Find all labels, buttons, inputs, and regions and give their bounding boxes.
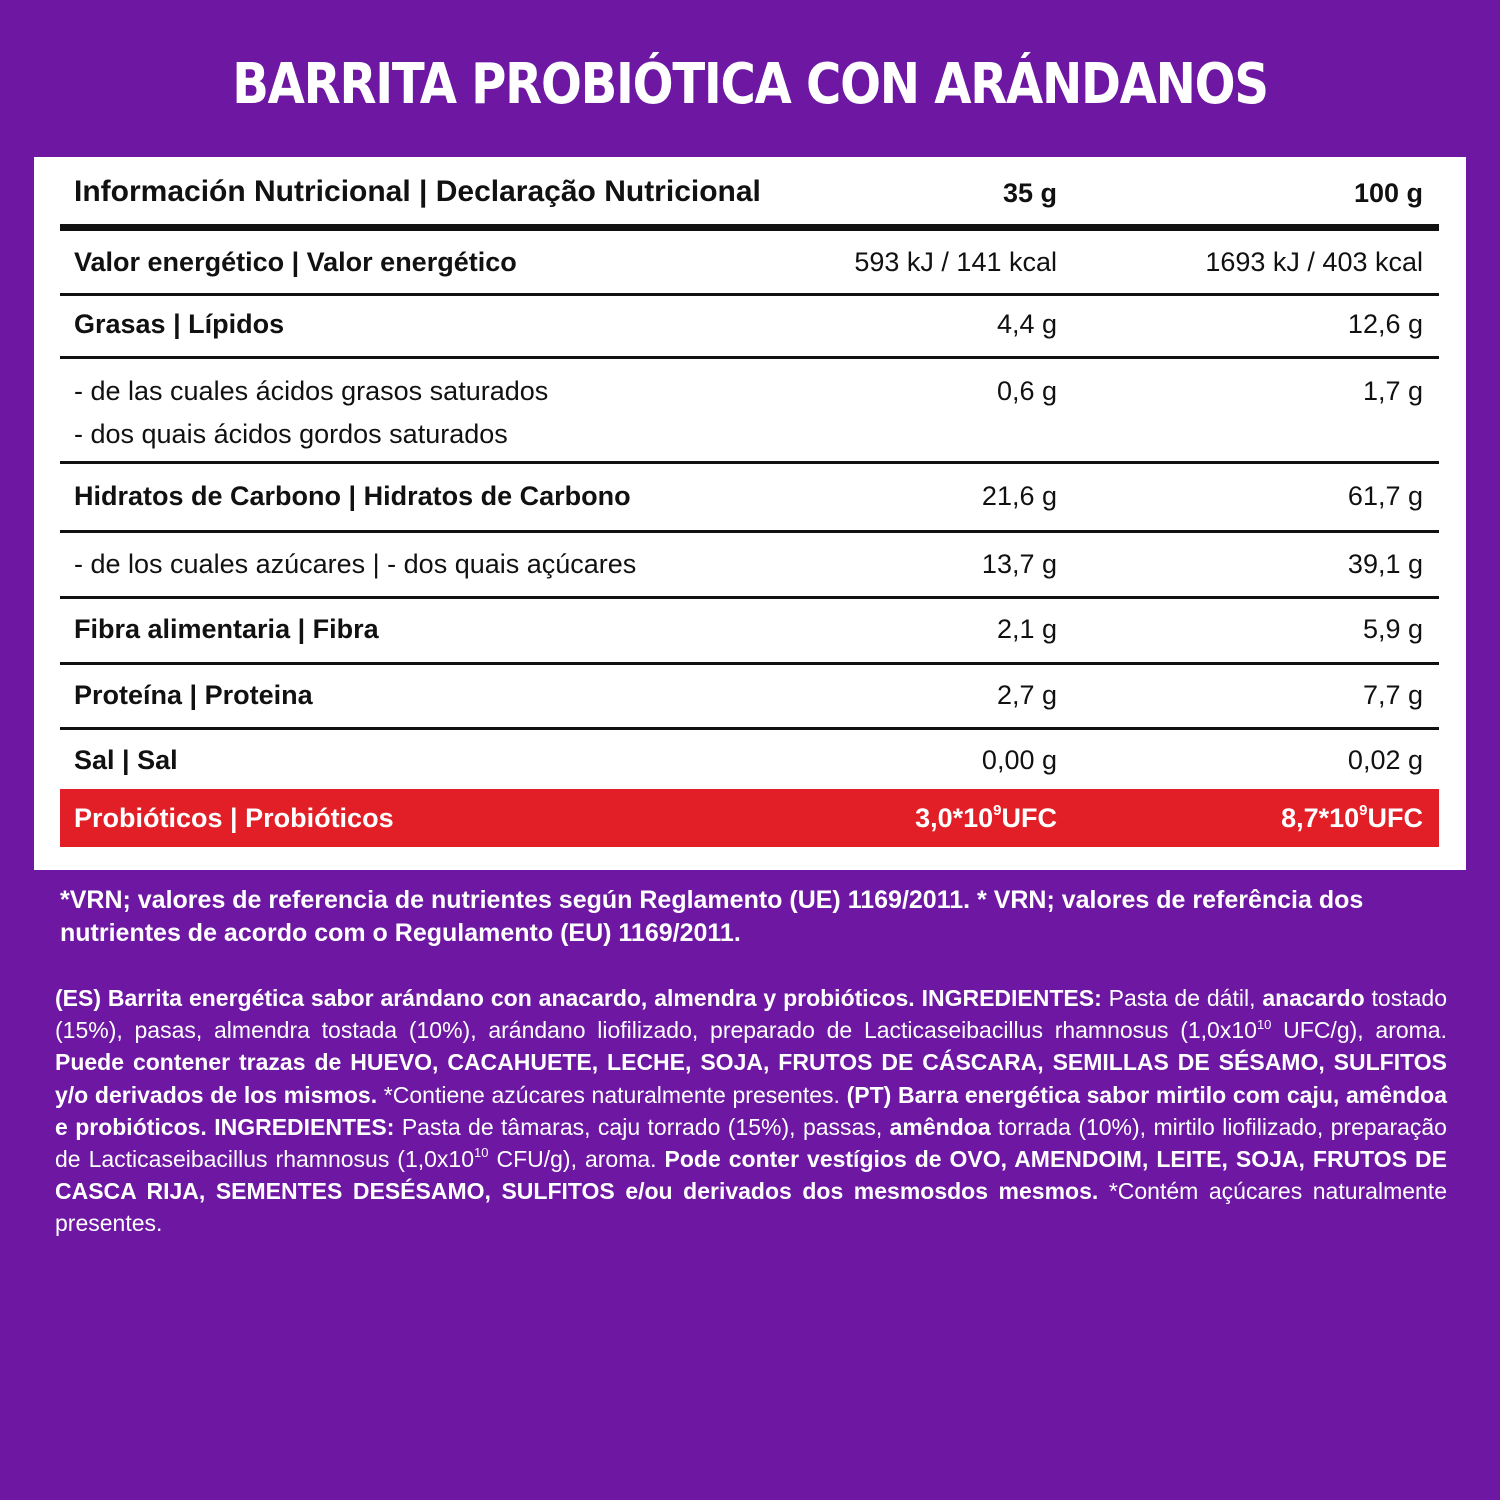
row-value-100g: 5,9 g [1362,614,1423,644]
row-value-35g: 593 kJ / 141 kcal [854,247,1057,277]
row-label: Grasas | Lípidos [74,309,285,339]
row-value-100g: 61,7 g [1347,481,1423,511]
row-value-35g: 13,7 g [981,549,1057,579]
probiotics-value-35g: $3,0*10^9UFC$ [915,802,1057,833]
row-value-100g: 39,1 g [1347,549,1423,579]
row-value-35g: 0,6 g [996,376,1057,406]
row-value-35g: 0,00 g [981,745,1057,775]
row-divider [60,356,1439,359]
header-col-100g: 100 g [1353,178,1423,208]
row-value-100g: 1693 kJ / 403 kcal [1205,247,1423,277]
row-divider [60,293,1439,296]
header-divider [60,224,1439,231]
row-label: - de los cuales azúcares | - dos quais açúcares [74,549,637,579]
row-value-35g: 4,4 g [996,309,1057,339]
row-value-35g: 21,6 g [981,481,1057,511]
row-label: Valor energético | Valor energético [74,247,517,277]
product-title: BARRITA PROBIÓTICA CON ARÁNDANOS [232,52,1268,117]
row-divider [60,662,1439,665]
row-divider [60,461,1439,464]
row-value-100g: 0,02 g [1347,745,1423,775]
probiotics-value-100g: $8,7*10^9UFC$ [1281,802,1423,833]
row-label: Hidratos de Carbono | Hidratos de Carbono [74,481,631,511]
row-label: - de las cuales ácidos grasos saturados [74,376,549,406]
row-label: Proteína | Proteina [74,680,313,710]
row-value-100g: 12,6 g [1347,309,1423,339]
probiotics-row [60,789,1439,847]
row-value-100g: 7,7 g [1362,680,1423,710]
row-label: Sal | Sal [74,745,178,775]
row-value-35g: 2,7 g [996,680,1057,710]
row-divider [60,530,1439,533]
row-divider [60,727,1439,730]
ingredients-text: (ES) Barrita energética sabor arándano con anacardo, almendra y probióticos. INGREDIENTES: Pasta de dátil, anacardo tostado (15%), pasas, almendra tostada (10%), arándano liofilizado, preparado de Lacticaseibacillus rhamnosus ($1,0x10^{10}$ UFC/g), aroma. Puede contener trazas de HUEVO, CACAHUETE, LECHE, SOJA, FRUTOS DE CÁSCARA, SEMILLAS DE SÉSAMO, SULFITOS y/o derivados de los mismos. *Contiene azúcares naturalmente presentes. (PT) Barra energética sabor mirtilo com caju, amêndoa e probióticos. INGREDIENTES: Pasta de tâmaras, caju torrado (15%), passas, amêndoa torrada (10%), mirtilo liofilizado, preparação de Lacticaseibacillus rhamnosus ($1,0x10^{10}$ CFU/g), aroma. Pode conter vestígios de OVO, AMENDOIM, LEITE, SOJA, FRUTOS DE CASCA RIJA, SEMENTES DESÉSAMO, SULFITOS e/ou derivados dos mesmosdos mesmos. *Contém açúcares naturalmente presentes. [55,985,1447,1237]
header-label: Información Nutricional | Declaração Nutricional [74,175,761,208]
header-col-35g: 35 g [1002,178,1057,208]
row-divider [60,596,1439,599]
probiotics-label: Probióticos | Probióticos [74,803,394,833]
nutrition-panel [34,157,1466,870]
row-value-100g: 1,7 g [1362,376,1423,406]
vrn-note: *VRN; valores de referencia de nutrientes según Reglamento (UE) 1169/2011. * VRN; valores de referência dos nutrientes de acordo com o Regulamento (EU) 1169/2011. [60,886,1364,947]
row-label-secondary: - dos quais ácidos gordos saturados [74,419,508,449]
row-label: Fibra alimentaria | Fibra [74,614,379,644]
row-value-35g: 2,1 g [996,614,1057,644]
